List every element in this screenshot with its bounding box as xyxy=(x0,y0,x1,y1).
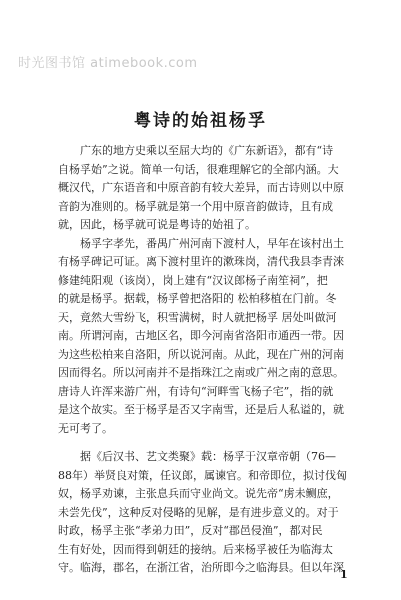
paragraph-gap xyxy=(58,438,358,448)
text-line: 是这个故实。至于杨孚是否又字南雪，还是后人私谥的，就 xyxy=(58,403,344,416)
text-line: 因而得名。所以河南并不是指珠江之南或广州之南的意思。 xyxy=(58,366,344,379)
text-line: 就，因此，杨孚就可说是粤诗的始祖了。 xyxy=(58,218,256,231)
text-line: 杨孚字孝先，番禺广州河南下渡村人，早年在该村出土 xyxy=(80,236,344,250)
body-text xyxy=(58,142,358,578)
text-line: 南。所谓河南，古地区名，即今河南省洛阳市通西一带。因 xyxy=(58,329,344,342)
text-line: 有杨孚碑记可证。离下渡村里许的漱珠岗，清代我县李青淶 xyxy=(58,255,344,268)
text-line: 音韵为准则的。杨孚就是第一个用中原音韵做诗，且有成 xyxy=(58,199,333,213)
text-line: 概汉代，广东语音和中原音韵有较大差异，而古诗则以中原 xyxy=(58,181,344,194)
paragraph xyxy=(58,235,358,439)
text-line: 广东的地方史乘以至屈大均的《广东新语》，都有“诗 xyxy=(80,144,334,157)
text-line: 据《后汉书、艺文类聚》载：杨孚于汉章帝朝（76— xyxy=(80,450,336,463)
text-line: 无可考了。 xyxy=(58,421,113,435)
text-line: 的就是杨孚。据载，杨孚曾把洛阳的 松柏移植在门前。冬 xyxy=(58,292,337,305)
text-line: 时政，杨孚主张“孝弟力田”，反对“郡邑侵渔”，都对民 xyxy=(58,524,323,537)
text-line: 天，竟然大雪纷飞，积雪满树，时人就把杨孚 居处叫做河 xyxy=(58,310,337,324)
text-line: 修建纯阳观（该岗），岗上建有“汉议郎杨子南笙祠”，把 xyxy=(58,273,328,287)
paragraph xyxy=(58,448,358,578)
page-title: 粤诗的始祖杨孚 xyxy=(134,111,267,131)
text-line: 守。临海，郡名，在浙江省，治所即今之临海县。但以年深 xyxy=(58,561,344,574)
text-line: 唐诗人许浑来游广州，有诗句“河畔雪飞杨子宅”，指的就 xyxy=(58,384,334,398)
text-line: 为这些松柏来自洛阳，所以说河南。从此，现在广州的河南 xyxy=(58,347,344,361)
paragraph xyxy=(58,142,358,235)
text-line: 未尝先伐”，这种反对侵略的见解，是有进步意义的。对于 xyxy=(58,505,339,519)
text-line: 自杨孚始”之说。简单一句话，很难理解它的全部内涵。大 xyxy=(58,162,339,176)
text-line: 生有好处，因而得到朝廷的接纳。后来杨孚被任为临海太 xyxy=(58,542,333,556)
page-number: 1 xyxy=(340,568,348,581)
text-line: 奴，杨孚劝谏，主张息兵而守业尚文。说先帝“虏未鲗庶， xyxy=(58,487,339,500)
text-line: 88年）举贤良对策，任议郎，属谏官。和帝即位，拟讨伐匈 xyxy=(58,468,347,482)
watermark: 时光图书馆 atimebook.com xyxy=(18,56,198,71)
